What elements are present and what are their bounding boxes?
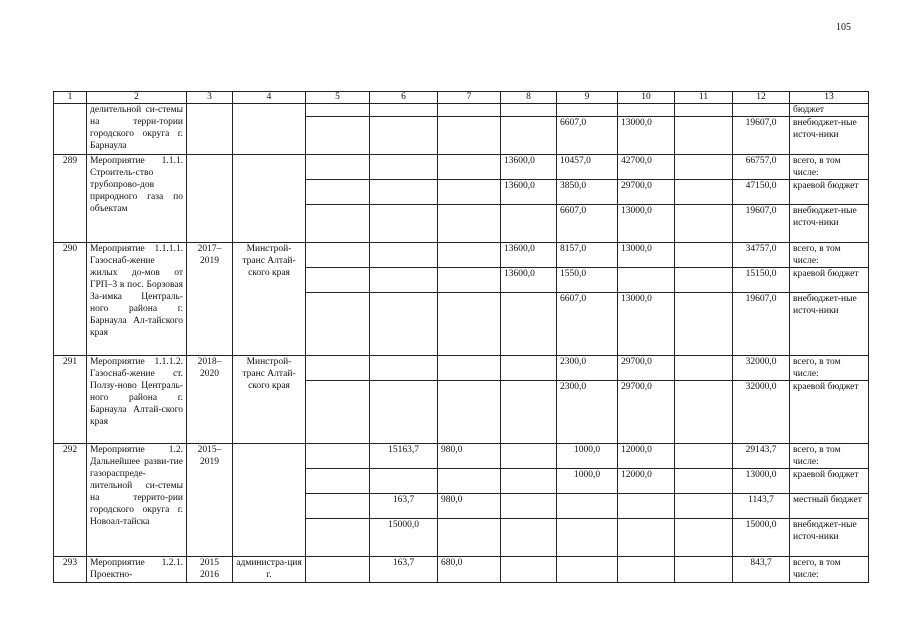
header-cell: 4 [233, 92, 306, 104]
value-cell [675, 444, 733, 469]
value-cell: 15000,0 [733, 519, 790, 557]
value-cell: 13000,0 [618, 293, 675, 356]
executor-cell [233, 155, 306, 243]
years-cell [187, 155, 233, 243]
value-cell [438, 104, 501, 117]
header-cell: 1 [54, 92, 87, 104]
value-cell [675, 180, 733, 205]
value-cell [438, 155, 501, 180]
executor-cell: Минстрой-транс Алтай-ского края [233, 356, 306, 444]
activity-name-cell: Мероприятие 1.2. Дальнейшее разви-тие газораспреде-лительной си-стемы на террито-рии городского округа г. Новоал-тайска [87, 444, 187, 557]
value-cell [675, 519, 733, 557]
value-cell [306, 557, 370, 583]
value-cell: 66757,0 [733, 155, 790, 180]
value-cell: 10457,0 [557, 155, 618, 180]
table-row [54, 243, 869, 268]
value-cell: 13600,0 [501, 268, 557, 293]
value-cell [675, 469, 733, 494]
header-cell: 6 [370, 92, 438, 104]
value-cell: 19607,0 [733, 293, 790, 356]
value-cell: 32000,0 [733, 381, 790, 444]
value-cell: 15150,0 [733, 268, 790, 293]
value-cell: 12000,0 [618, 469, 675, 494]
value-cell [370, 356, 438, 381]
header-cell: 13 [790, 92, 869, 104]
years-cell [187, 104, 233, 155]
value-cell: 1143,7 [733, 494, 790, 519]
value-cell: 19607,0 [733, 117, 790, 155]
value-cell [501, 444, 557, 469]
value-cell [675, 104, 733, 117]
source-cell: внебюджет-ные источ-ники [790, 117, 869, 155]
header-cell: 5 [306, 92, 370, 104]
value-cell: 980,0 [438, 444, 501, 469]
row-number-cell: 293 [54, 557, 87, 583]
value-cell: 1000,0 [557, 444, 618, 469]
years-cell: 2018– 2020 [187, 356, 233, 444]
table-row [54, 444, 869, 469]
value-cell [675, 205, 733, 243]
value-cell [306, 155, 370, 180]
value-cell [306, 356, 370, 381]
value-cell: 15163,7 [370, 444, 438, 469]
value-cell [438, 268, 501, 293]
value-cell [618, 494, 675, 519]
source-cell: внебюджет-ные источ-ники [790, 293, 869, 356]
value-cell: 6607,0 [557, 293, 618, 356]
row-number-cell: 289 [54, 155, 87, 243]
source-cell: всего, в том числе: [790, 243, 869, 268]
value-cell [557, 519, 618, 557]
source-cell: внебюджет-ные источ-ники [790, 519, 869, 557]
value-cell: 13000,0 [618, 243, 675, 268]
value-cell: 2300,0 [557, 356, 618, 381]
row-number-cell: 292 [54, 444, 87, 557]
row-number-cell: 290 [54, 243, 87, 356]
source-cell: всего, в том числе: [790, 557, 869, 583]
value-cell: 163,7 [370, 494, 438, 519]
value-cell: 42700,0 [618, 155, 675, 180]
executor-cell [233, 104, 306, 155]
value-cell [306, 243, 370, 268]
header-cell: 3 [187, 92, 233, 104]
value-cell: 13600,0 [501, 155, 557, 180]
value-cell [370, 293, 438, 356]
value-cell [370, 469, 438, 494]
value-cell [306, 469, 370, 494]
value-cell [438, 205, 501, 243]
value-cell [370, 117, 438, 155]
value-cell [438, 519, 501, 557]
table-row [54, 104, 869, 117]
executor-cell: администра-ция г. [233, 557, 306, 583]
value-cell: 13000,0 [618, 117, 675, 155]
source-cell: краевой бюджет [790, 381, 869, 444]
value-cell [370, 104, 438, 117]
value-cell [501, 104, 557, 117]
value-cell: 843,7 [733, 557, 790, 583]
value-cell [733, 104, 790, 117]
value-cell: 6607,0 [557, 117, 618, 155]
value-cell: 15000,0 [370, 519, 438, 557]
value-cell [675, 381, 733, 444]
activity-name-cell: Мероприятие 1.1.1.2. Газоснаб-жение ст. Ползу-ново Централь-ного района г. Барнаула Алтай-ского края [87, 356, 187, 444]
value-cell: 163,7 [370, 557, 438, 583]
value-cell [557, 104, 618, 117]
header-cell: 10 [618, 92, 675, 104]
value-cell: 2300,0 [557, 381, 618, 444]
value-cell: 29700,0 [618, 180, 675, 205]
value-cell [501, 469, 557, 494]
source-cell: краевой бюджет [790, 180, 869, 205]
source-cell: всего, в том числе: [790, 155, 869, 180]
value-cell [501, 381, 557, 444]
value-cell [370, 268, 438, 293]
table-row [54, 557, 869, 583]
value-cell [306, 117, 370, 155]
value-cell [438, 117, 501, 155]
source-cell: местный бюджет [790, 494, 869, 519]
value-cell [501, 356, 557, 381]
value-cell [501, 117, 557, 155]
source-cell: внебюджет-ные источ-ники [790, 205, 869, 243]
source-cell: краевой бюджет [790, 469, 869, 494]
years-cell: 2015– 2019 [187, 444, 233, 557]
header-row [54, 92, 869, 104]
value-cell: 8157,0 [557, 243, 618, 268]
value-cell [675, 243, 733, 268]
value-cell [370, 180, 438, 205]
value-cell [501, 519, 557, 557]
table-row [54, 155, 869, 180]
source-cell: бюджет [790, 104, 869, 117]
value-cell [438, 180, 501, 205]
value-cell: 6607,0 [557, 205, 618, 243]
executor-cell [233, 444, 306, 557]
value-cell [618, 519, 675, 557]
value-cell [557, 494, 618, 519]
value-cell [501, 293, 557, 356]
value-cell [306, 381, 370, 444]
value-cell: 13000,0 [618, 205, 675, 243]
value-cell [675, 268, 733, 293]
value-cell [501, 494, 557, 519]
header-cell: 11 [675, 92, 733, 104]
activity-name-cell: делительной си-стемы на терри-тории городского округа г. Барнаула [87, 104, 187, 155]
years-cell: 2015 2016 [187, 557, 233, 583]
value-cell [306, 494, 370, 519]
value-cell: 1550,0 [557, 268, 618, 293]
value-cell: 29700,0 [618, 356, 675, 381]
value-cell [618, 268, 675, 293]
header-cell: 9 [557, 92, 618, 104]
row-number-cell: 291 [54, 356, 87, 444]
value-cell [675, 494, 733, 519]
value-cell [370, 243, 438, 268]
executor-cell: Минстрой-транс Алтай-ского края [233, 243, 306, 356]
activity-name-cell: Мероприятие 1.1.1. Строитель-ство трубопрово-дов природного газа по объектам [87, 155, 187, 243]
value-cell [306, 268, 370, 293]
value-cell [306, 104, 370, 117]
header-cell: 7 [438, 92, 501, 104]
value-cell [370, 205, 438, 243]
value-cell: 29143,7 [733, 444, 790, 469]
value-cell: 34757,0 [733, 243, 790, 268]
value-cell [370, 155, 438, 180]
value-cell: 13600,0 [501, 180, 557, 205]
value-cell [501, 205, 557, 243]
value-cell [675, 356, 733, 381]
source-cell: всего, в том числе: [790, 444, 869, 469]
value-cell: 3850,0 [557, 180, 618, 205]
value-cell: 680,0 [438, 557, 501, 583]
value-cell: 1000,0 [557, 469, 618, 494]
value-cell [618, 104, 675, 117]
years-cell: 2017– 2019 [187, 243, 233, 356]
value-cell [675, 155, 733, 180]
activity-name-cell: Мероприятие 1.2.1. Проектно- [87, 557, 187, 583]
value-cell [675, 117, 733, 155]
value-cell: 12000,0 [618, 444, 675, 469]
value-cell [306, 444, 370, 469]
value-cell: 19607,0 [733, 205, 790, 243]
header-cell: 2 [87, 92, 187, 104]
value-cell: 13000,0 [733, 469, 790, 494]
row-number-cell [54, 104, 87, 155]
header-cell: 12 [733, 92, 790, 104]
value-cell: 32000,0 [733, 356, 790, 381]
value-cell: 47150,0 [733, 180, 790, 205]
source-cell: всего, в том числе: [790, 356, 869, 381]
value-cell [557, 557, 618, 583]
value-cell [438, 381, 501, 444]
value-cell: 13600,0 [501, 243, 557, 268]
value-cell [370, 381, 438, 444]
value-cell [306, 205, 370, 243]
value-cell [675, 293, 733, 356]
activity-name-cell: Мероприятие 1.1.1.1. Газоснаб-жение жилых до-мов от ГРП–3 в пос. Борзовая За-имка Централь-ного района г. Барнаула Ал-тайского края [87, 243, 187, 356]
header-cell: 8 [501, 92, 557, 104]
source-cell: краевой бюджет [790, 268, 869, 293]
value-cell [306, 519, 370, 557]
value-cell: 980,0 [438, 494, 501, 519]
value-cell [501, 557, 557, 583]
value-cell [438, 243, 501, 268]
value-cell [306, 293, 370, 356]
value-cell [438, 469, 501, 494]
value-cell [438, 293, 501, 356]
value-cell: 29700,0 [618, 381, 675, 444]
page-number: 105 [836, 22, 851, 33]
program-activities-table [53, 91, 869, 583]
value-cell [675, 557, 733, 583]
value-cell [306, 180, 370, 205]
value-cell [438, 356, 501, 381]
table-row [54, 356, 869, 381]
value-cell [618, 557, 675, 583]
